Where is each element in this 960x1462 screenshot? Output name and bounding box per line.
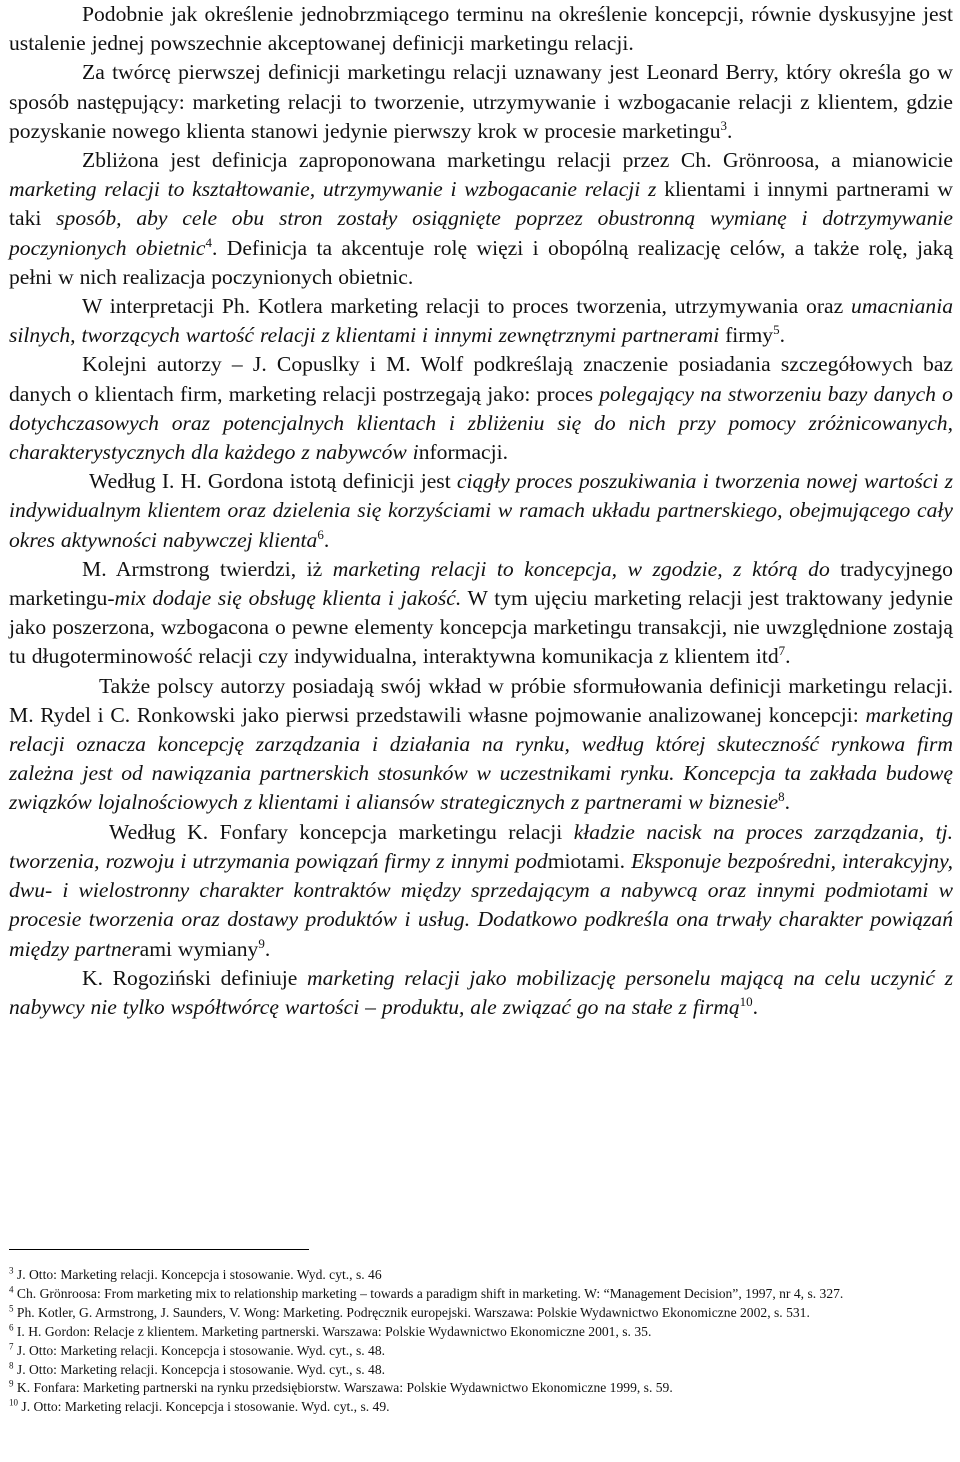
paragraph-4 — [9, 292, 953, 350]
paragraph-text: . — [779, 323, 785, 348]
italic-quote: marketing relacji to koncepcja, w zgodzie, z którą do — [332, 556, 841, 581]
footnote-6 — [9, 1323, 953, 1342]
italic-quote: kładzie nacisk na proces zarządzania, tj. tworzenia, rozwoju i utrzymania powiązań firmy z innymi pod — [9, 819, 954, 873]
italic-quote: marketing relacji jako mobilizację personelu mającą na celu uczynić z nabywcy nie tylko współtwórcę wartości – produktu, ale związać go na stałe z firmą — [9, 965, 953, 1019]
footnote-4 — [9, 1285, 953, 1304]
footnote-9 — [9, 1379, 953, 1398]
paragraph-text: . — [323, 527, 330, 552]
footnote-ref: 6 — [317, 526, 324, 542]
paragraph-10 — [9, 964, 953, 1022]
footnote-8 — [9, 1361, 953, 1380]
paragraph-text: Podobnie jak określenie jednobrzmiącego terminu na określenie koncepcji, równie dyskusyjne jest ustalenie jednej powszechnie akceptowanej definicji marketingu relacji. — [9, 2, 953, 56]
footnote-text: J. Otto: Marketing relacji. Koncepcja i stosowanie. Wyd. cyt., s. 46 — [16, 1267, 382, 1282]
footnote-number: 7 — [9, 1341, 14, 1352]
paragraph-7 — [9, 555, 953, 672]
italic-quote: polegający na stworzeniu bazy danych o dotychczasowych oraz potencjalnych klientach i zbliżeniu się do nich przy pomocy zróżnicowanych, charakterystycznych dla każdego z nabywców i — [9, 381, 953, 465]
paragraph-text: nformacji. — [418, 440, 509, 465]
footnote-text: J. Otto: Marketing relacji. Koncepcja i stosowanie. Wyd. cyt., s. 49. — [21, 1399, 390, 1415]
italic-quote: sposób, aby cele obu stron zostały osiągnięte poprzez obustronną wymianę i dotrzymywanie poczynionych obietnic — [9, 206, 953, 260]
footnote-5 — [9, 1304, 953, 1323]
paragraph-text: K. Rogoziński definiuje — [82, 965, 308, 990]
paragraph-1 — [9, 0, 953, 58]
italic-quote: umacniania silnych, tworzących wartość relacji z klientami i innymi zewnętrznymi partnerami — [9, 294, 953, 348]
italic-quote: ciągły proces poszukiwania i tworzenia nowej wartości z indywidualnym klientem oraz dzielenia się korzyściami w ramach układu partnerskiego, obejmującego cały okres aktywności nabywczej klienta — [9, 469, 954, 552]
footnote-ref: 9 — [258, 935, 265, 951]
footnote-number: 3 — [9, 1265, 14, 1276]
footnote-text: J. Otto: Marketing relacji. Koncepcja i stosowanie. Wyd. cyt., s. 48. — [16, 1361, 386, 1377]
footnote-separator — [9, 1249, 309, 1250]
footnote-text: I. H. Gordon: Relacje z klientem. Marketing partnerski. Warszawa: Polskie Wydawnictwo Ekonomiczne 2001, s. 35. — [16, 1323, 652, 1339]
footnote-ref: 5 — [773, 322, 780, 338]
footnote-text: J. Otto: Marketing relacji. Koncepcja i stosowanie. Wyd. cyt., s. 48. — [16, 1342, 386, 1358]
paragraph-text: tradycyjnego marketingu- — [9, 556, 953, 611]
footnote-text: K. Fonfara: Marketing partnerski na rynku przedsiębiorstw. Warszawa: Polskie Wydawnictwo Ekonomiczne 1999, s. 59. — [16, 1380, 673, 1396]
paragraph-text: klientami i innymi partnerami w taki — [9, 177, 953, 231]
footnote-3 — [9, 1266, 953, 1285]
paragraph-text: M. Armstrong twierdzi, iż — [82, 556, 333, 581]
footnote-10 — [9, 1398, 953, 1417]
paragraph-text: . — [752, 994, 759, 1019]
paragraph-text: firmy — [719, 323, 774, 348]
paragraph-text: W tym ujęciu marketing relacji jest traktowany jedynie jako poszerzona, wzbogacona o pewne elementy koncepcja marketingu transakcji, nie uwzględnione zostają tu długoterminowość relacji czy indywidualna, interaktywna komunikacja z klientem itd — [9, 586, 953, 669]
paragraph-text: . — [727, 118, 733, 143]
footnote-number: 6 — [9, 1322, 14, 1333]
paragraph-3 — [9, 146, 953, 292]
paragraph-9 — [9, 818, 953, 964]
footnotes-section — [9, 1266, 953, 1417]
paragraph-text: Kolejni autorzy – J. Copuslky i M. Wolf podkreślają znaczenie posiadania szczegółowych baz danych o klientach firm, marketing relacji postrzegają jako: proces — [9, 352, 953, 406]
footnote-ref: 7 — [778, 643, 786, 659]
paragraph-8 — [9, 672, 953, 818]
footnote-7 — [9, 1342, 953, 1361]
footnote-text: Ch. Grönroosa: From marketing mix to relationship marketing – towards a paradigm shift in marketing. W: “Management Decision”, 1997, nr 4, s. 327. — [16, 1285, 844, 1301]
italic-quote: Eksponuje bezpośredni, interakcyjny, dwu- i wielostronny charakter kontraktów między sprzedającym a nabywcą oraz innymi podmiotami w procesie tworzenia oraz dostawy produktów i usług. Dodatkowo podkreśla ona trwały charakter powiązań między partner — [9, 848, 953, 961]
footnote-number: 9 — [9, 1378, 14, 1389]
italic-quote: marketing relacji oznacza koncepcję zarządzania i działania na rynku, według której skuteczność rynkowa firm zależna jest od nawiązania partnerskich stosunków w uczestnikami rynku. Koncepcja ta zakłada budowę związków lojalnościowych z klientami i aliansów strategicznych z partnerami w biznesie — [9, 702, 953, 815]
footnote-ref: 8 — [778, 789, 785, 805]
paragraph-2 — [9, 58, 953, 146]
paragraph-text: Także polscy autorzy posiadają swój wkład w próbie sformułowania definicji marketingu relacji. M. Rydel i C. Ronkowski jako pierwsi przedstawili własne pojmowanie analizowanej koncepcji: — [9, 673, 953, 727]
footnote-text: Ph. Kotler, G. Armstrong, J. Saunders, V. Wong: Marketing. Podręcznik europejski. Warszawa: Polskie Wydawnictwo Ekonomiczne 2002, s. 531. — [16, 1304, 810, 1320]
paragraph-text: Według I. H. Gordona istotą definicji jest — [89, 469, 457, 494]
italic-quote: marketing relacji to kształtowanie, utrzymywanie i wzbogacanie relacji z — [9, 177, 665, 202]
footnote-ref: 10 — [739, 993, 753, 1009]
paragraph-text: miotami. — [547, 848, 632, 873]
paragraph-text: . — [264, 936, 271, 961]
footnote-number: 5 — [9, 1303, 14, 1314]
paragraph-text: Za twórcę pierwszej definicji marketingu relacji uznawany jest Leonard Berry, który określa go w sposób następujący: marketing relacji to tworzenie, utrzymywanie i wzbogacanie relacji z klientem, gdzie pozyskanie nowego klienta stanowi jedynie pierwszy krok w procesie marketingu — [9, 60, 953, 143]
paragraph-text: ami wymiany — [139, 936, 259, 961]
paragraph-text: . — [785, 644, 791, 669]
paragraph-6 — [9, 467, 953, 555]
paragraph-text: . Definicja ta akcentuje rolę więzi i obopólną realizację celów, a także rolę, jaką pełni w nich realizacja poczynionych obietnic. — [9, 235, 953, 289]
footnote-ref: 3 — [720, 117, 727, 133]
italic-quote: mix dodaje się obsługę klienta i jakość. — [114, 586, 462, 611]
paragraph-text: W interpretacji Ph. Kotlera marketing relacji to proces tworzenia, utrzymywania oraz — [82, 294, 852, 319]
footnote-ref: 4 — [205, 234, 212, 250]
footnote-number: 10 — [9, 1397, 18, 1408]
footnote-number: 8 — [9, 1360, 14, 1370]
footnote-number: 4 — [9, 1284, 14, 1295]
paragraph-text: Zbliżona jest definicja zaproponowana marketingu relacji przez Ch. Grönroosa, a mianowicie — [82, 148, 953, 173]
paragraph-text: . — [784, 790, 791, 815]
paragraph-text: Według K. Fonfary koncepcja marketingu relacji — [109, 819, 574, 844]
paragraph-5 — [9, 350, 953, 467]
